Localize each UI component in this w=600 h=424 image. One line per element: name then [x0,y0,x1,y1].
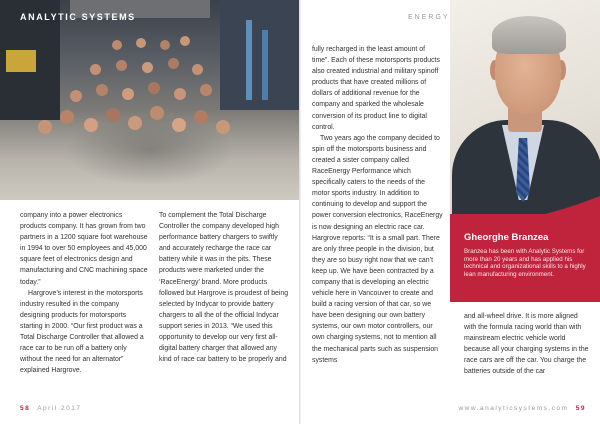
article-column-1 [20,210,148,376]
paragraph: Two years ago the company decided to spin off the motorsports business and created a sister company called RaceEnergy Performance which specifically caters to the needs of the motor sports industry. In addition to continuing to develop and support the power conversion electronics, RaceEnergy is now designing an electric race car. Hargrove reports: “It is a small part. There are only three people in the division, but they are so busy right now that we can’t keep up. We have been contracted by a company that is developing an electric vehicle here in Vancouver to create and build a racing version of that car, so we have been designing our own battery systems, our own motor controllers, our own charging systems, not to mention all the mechanical parts such as suspension systems [312,134,443,364]
website-url[interactable]: www.analyticsystems.com [458,405,569,412]
bio-text: Branzea has been with Analytic Systems for more than 20 years and has applied his technical and organizational skills to a highly lean manufacturing environment. [464,248,586,278]
footer-left [20,405,81,412]
article-column-3 [312,44,444,366]
page-number-right: 59 [575,405,586,412]
issue-date: April 2017 [37,405,82,412]
paragraph: To complement the Total Discharge Controller the company developed high performance battery chargers to swiftly and accurately recharge the race car battery while it was in the pits. These products were marketed under the ‘RaceEnergy’ brand. More products followed but Hargrove is proudest of being selected by Indycar to provide battery chargers to all the of the official Indycar support series in 2013. “We used this opportunity to develop our very first all-digital battery charger that allowed any kind of race car battery to be properly and [159,212,289,364]
footer-right [458,405,586,412]
bio-name: Gheorghe Branzea [464,232,549,243]
paragraph: company into a power electronics products company. It has grown from two partners in a 1200 square foot warehouse in 1994 to over 50 employees and 45,000 square feet of electronics design and manufacturing and CNC machining space today.” [20,212,148,286]
section-label: ENERGY [408,14,450,21]
paragraph: fully recharged in the least amount of time”. Each of these motorsports products also created industrial and military spinoff products that have created millions of dollars of additional revenue for the company and sparked the wholesale conversion of its product line to digital control. [312,46,440,131]
gheorghe-portrait-photo [450,0,600,222]
page-gutter [299,0,301,424]
article-column-4 [464,311,590,378]
paragraph: and all-wheel drive. It is more aligned with the formula racing world than with mainstream electric vehicle world because all your charging systems in the race cars are off the car. You charge the batteries outside of the car [464,313,589,376]
article-column-2 [159,210,291,365]
team-group-photo [0,0,300,200]
paragraph: Hargrove’s interest in the motorsports industry resulted in the company designing products for motorsports starting in 2000. “Our first product was a Total Discharge Controller that allowed a race car to be run off a battery only without the need for an alternator” explained Hargrove. [20,289,144,375]
page-number-left: 58 [20,405,31,412]
brand-logo: ANALYTIC SYSTEMS [20,12,136,22]
